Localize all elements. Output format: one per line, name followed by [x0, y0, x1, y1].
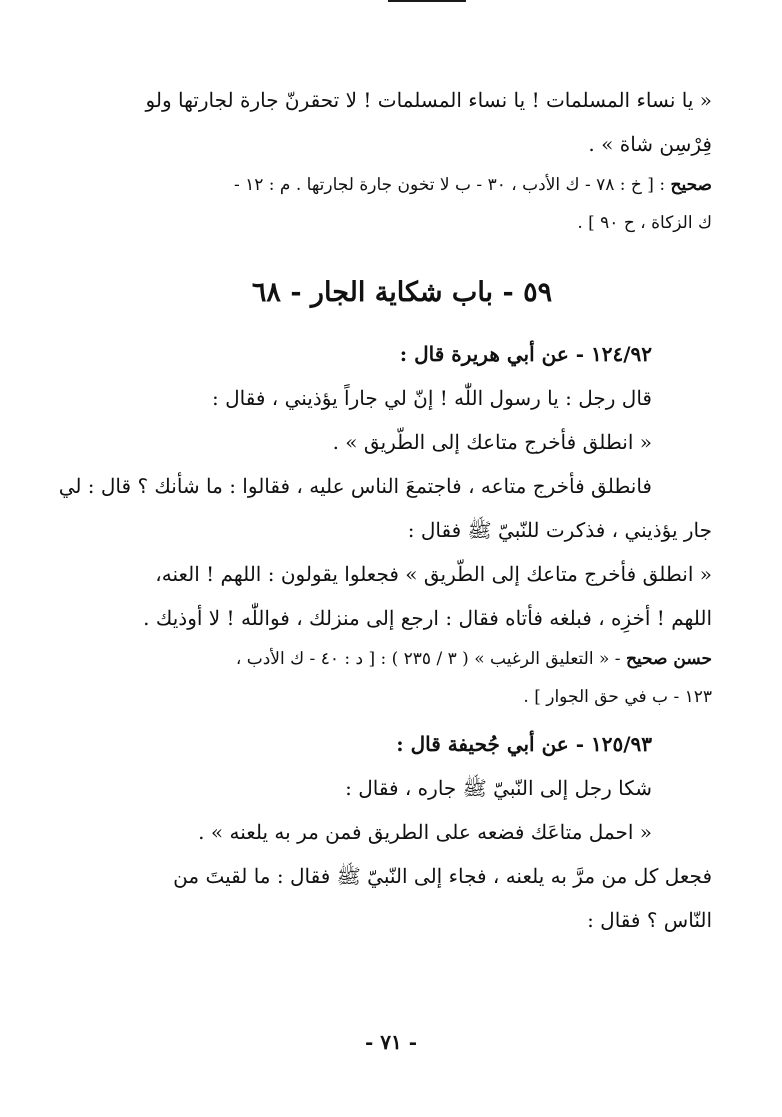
page-number: - ٧١ -	[364, 1030, 417, 1054]
hadith-text-line: فانطلق فأخرج متاعه ، فاجتمعَ الناس عليه ، فقالوا : ما شأنك ؟ قال : لي	[58, 474, 652, 498]
hadith-number: ١٢٥/٩٣	[590, 732, 652, 756]
hadith-text-line: شكا رجل إلى النّبيّ ﷺ جاره ، فقال :	[345, 776, 652, 800]
hadith-text-line: « انطلق فأخرج متاعك إلى الطّريق » فجعلوا يقولون : اللهم ! العنه،	[155, 562, 712, 586]
chapter-heading: ٥٩ - باب شكاية الجار - ٦٨	[251, 277, 553, 308]
hadith-text-line: « احمل متاعَك فضعه على الطريق فمن مر به يلعنه » .	[198, 820, 652, 844]
hadith-text-line: فجعل كل من مرَّ به يلعنه ، فجاء إلى النّبيّ ﷺ فقال : ما لقيتَ من	[173, 864, 712, 888]
grading-line: ١٢٣ - ب في حق الجوار ] .	[523, 687, 712, 707]
grading-label: صحيح	[670, 175, 712, 195]
grading-line	[92, 640, 712, 678]
hadith-continuation-line: « يا نساء المسلمات ! يا نساء المسلمات ! لا تحقرنّ جارة لجارتها ولو	[145, 88, 712, 112]
hadith-header	[92, 722, 712, 766]
hadith-narrator: - عن أبي هريرة قال :	[399, 342, 585, 366]
hadith-text-line: النّاس ؟ فقال :	[587, 908, 712, 932]
grading-line	[92, 166, 712, 204]
grading-reference: - « التعليق الرغيب » ( ٣ / ٢٣٥ ) : [ د : ٤٠ - ك الأدب ،	[235, 649, 621, 669]
grading-reference: : [ خ : ٧٨ - ك الأدب ، ٣٠ - ب لا تخون جارة لجارتها . م : ١٢ -	[233, 175, 666, 195]
page-body	[58, 78, 712, 942]
top-rule	[388, 0, 466, 2]
hadith-narrator: - عن أبي جُحيفة قال :	[396, 732, 585, 756]
hadith-text-line: جار يؤذيني ، فذكرت للنّبيّ ﷺ فقال :	[407, 518, 712, 542]
hadith-text-line: قال رجل : يا رسول اللّٰه ! إنّ لي جاراً يؤذيني ، فقال :	[212, 386, 652, 410]
hadith-text-line: اللهم ! أخزِه ، فبلغه فأتاه فقال : ارجع إلى منزلك ، فواللّٰه ! لا أوذيك .	[143, 606, 712, 630]
grading-line: ك الزكاة ، ح ٩٠ ] .	[577, 213, 712, 233]
hadith-header	[92, 332, 712, 376]
hadith-number: ١٢٤/٩٢	[590, 342, 652, 366]
hadith-text-line: « انطلق فأخرج متاعك إلى الطّريق » .	[332, 430, 652, 454]
grading-label: حسن صحيح	[625, 649, 712, 669]
hadith-continuation-line: فِرْسِن شاة » .	[588, 132, 712, 156]
